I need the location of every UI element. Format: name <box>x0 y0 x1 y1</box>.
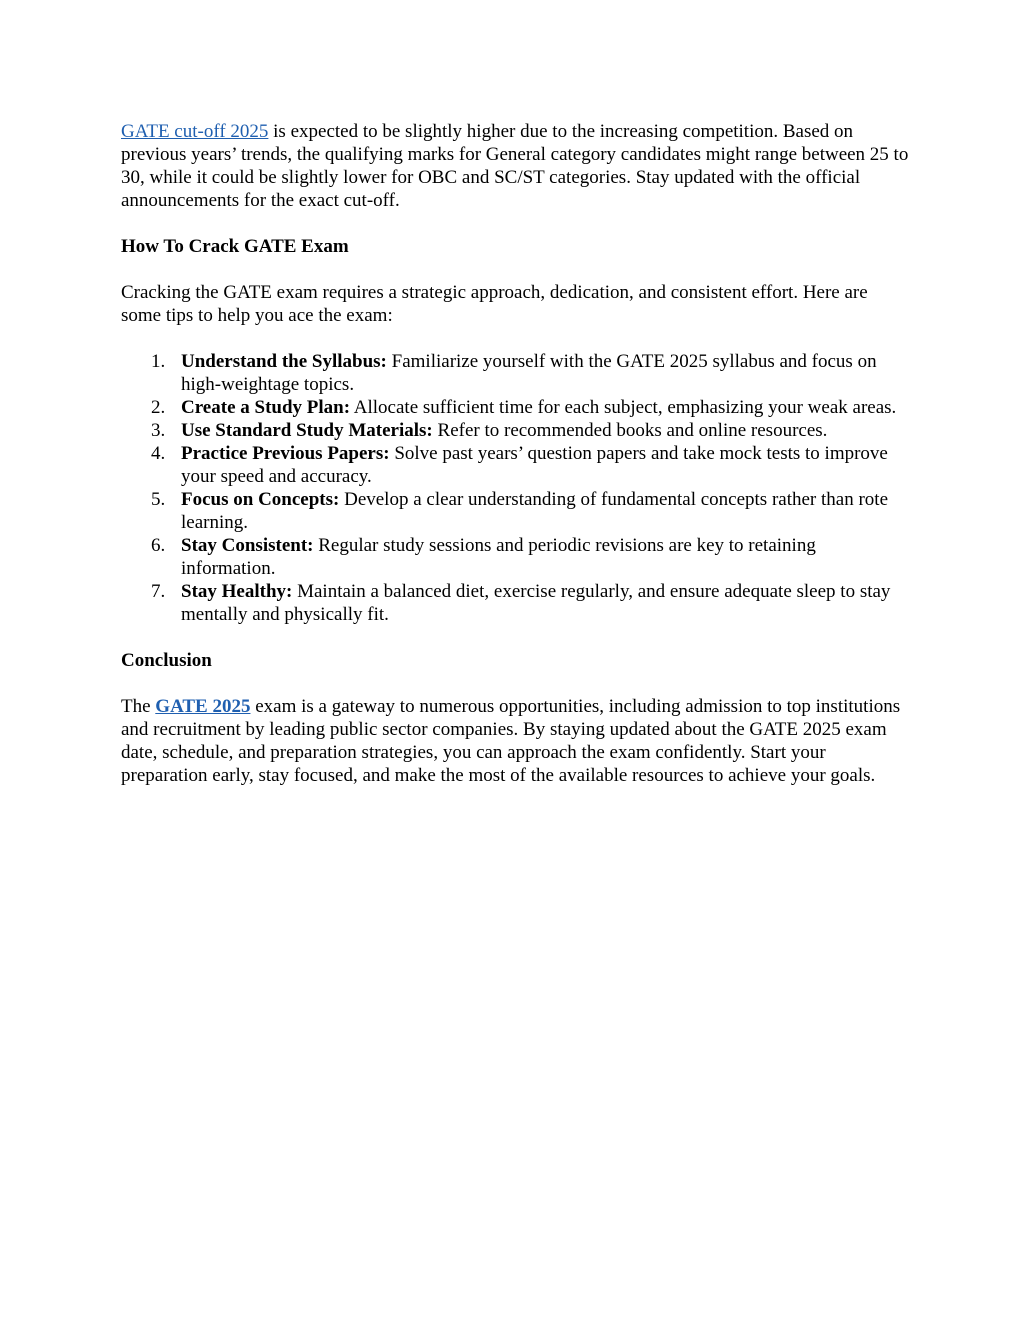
list-number: 6. <box>151 535 166 556</box>
tip-text: Allocate sufficient time for each subject, emphasizing your weak areas. <box>350 397 897 418</box>
list-item <box>121 488 911 534</box>
section-heading-crack-gate: How To Crack GATE Exam <box>121 236 349 257</box>
section-heading-conclusion: Conclusion <box>121 650 212 671</box>
document-page <box>121 120 911 787</box>
list-item <box>121 442 911 488</box>
list-number: 3. <box>151 420 166 441</box>
intro-text: is expected to be slightly higher due to the increasing competition. Based on previous years’ trends, the qualifying marks for General category candidates might range between 25 to 30, while it could be slightly lower for OBC and SC/ST categories. Stay updated with the official announcements for the exact cut-off. <box>121 121 909 211</box>
gate-cutoff-link[interactable]: GATE cut-off 2025 <box>121 121 269 142</box>
list-item <box>121 534 911 580</box>
tips-list <box>121 350 911 626</box>
tip-title: Create a Study Plan: <box>181 397 351 418</box>
tip-title: Use Standard Study Materials: <box>181 420 433 441</box>
conclusion-paragraph <box>121 695 911 787</box>
tip-title: Stay Consistent: <box>181 535 314 556</box>
intro-paragraph <box>121 120 911 212</box>
tip-text: Maintain a balanced diet, exercise regularly, and ensure adequate sleep to stay mentally and physically fit. <box>181 581 891 625</box>
gate-2025-link[interactable]: GATE 2025 <box>155 696 251 717</box>
section-intro-paragraph: Cracking the GATE exam requires a strategic approach, dedication, and consistent effort. Here are some tips to help you ace the exam: <box>121 282 868 326</box>
tip-text: Develop a clear understanding of fundamental concepts rather than rote learning. <box>181 489 889 533</box>
list-number: 2. <box>151 397 166 418</box>
tip-title: Focus on Concepts: <box>181 489 340 510</box>
list-item <box>121 396 911 419</box>
tip-title: Stay Healthy: <box>181 581 293 602</box>
list-number: 1. <box>151 351 166 372</box>
tip-text: Solve past years’ question papers and take mock tests to improve your speed and accuracy. <box>181 443 888 487</box>
list-item <box>121 419 911 442</box>
tip-text: Regular study sessions and periodic revisions are key to retaining information. <box>181 535 816 579</box>
tip-title: Understand the Syllabus: <box>181 351 387 372</box>
list-item <box>121 350 911 396</box>
conclusion-text: exam is a gateway to numerous opportunities, including admission to top institutions and recruitment by leading public sector companies. By staying updated about the GATE 2025 exam date, schedule, and preparation strategies, you can approach the exam confidently. Start your preparation early, stay focused, and make the most of the available resources to achieve your goals. <box>121 696 901 786</box>
list-number: 4. <box>151 443 166 464</box>
tip-title: Practice Previous Papers: <box>181 443 390 464</box>
conclusion-prefix: The <box>121 696 156 717</box>
list-number: 7. <box>151 581 166 602</box>
tip-text: Refer to recommended books and online resources. <box>432 420 828 441</box>
list-item <box>121 580 911 626</box>
tip-text: Familiarize yourself with the GATE 2025 syllabus and focus on high-weightage topics. <box>181 351 877 395</box>
list-number: 5. <box>151 489 166 510</box>
